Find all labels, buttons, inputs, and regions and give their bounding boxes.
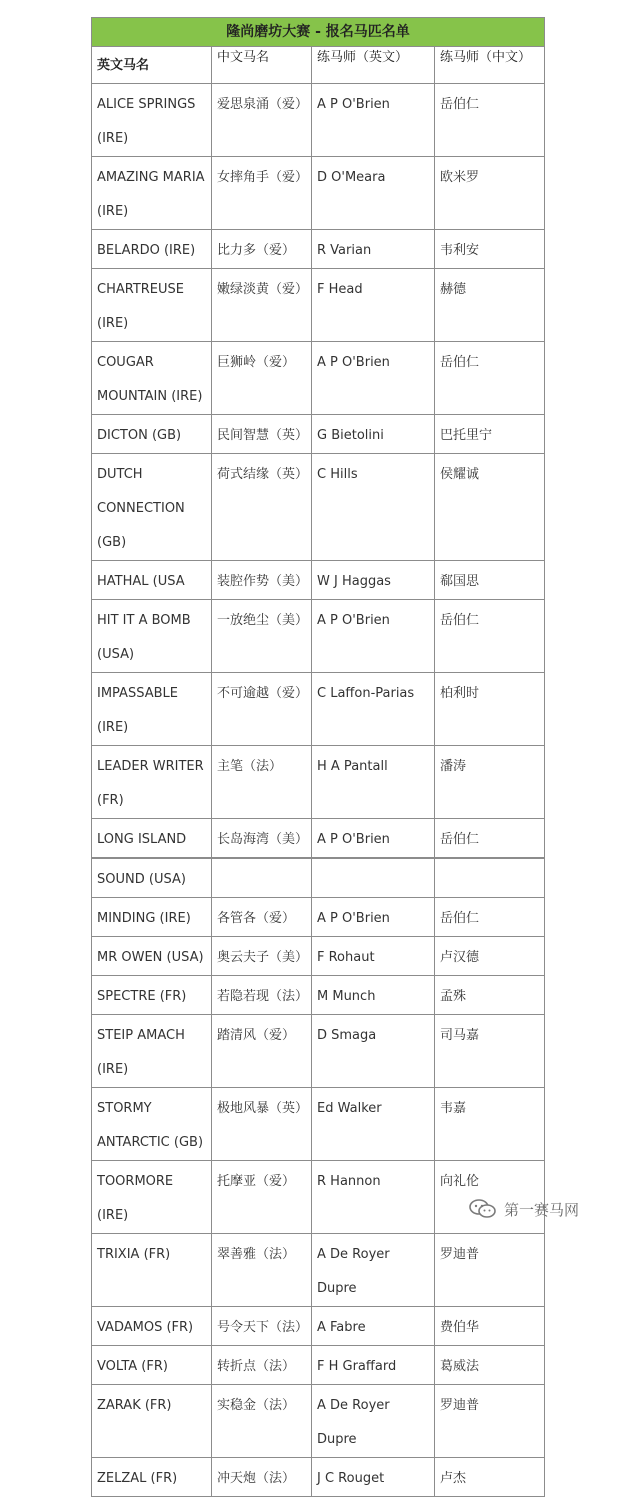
trainer-english-name: A Fabre bbox=[312, 1307, 435, 1346]
horse-english-name: ZELZAL (FR) bbox=[92, 1458, 212, 1497]
horse-english-name: VOLTA (FR) bbox=[92, 1346, 212, 1385]
trainer-chinese-name: 郗国思 bbox=[435, 561, 545, 600]
trainer-english-name: A P O'Brien bbox=[312, 84, 435, 157]
trainer-english-name: W J Haggas bbox=[312, 561, 435, 600]
horse-english-name: VADAMOS (FR) bbox=[92, 1307, 212, 1346]
table-row bbox=[92, 157, 545, 230]
trainer-chinese-name: 侯耀诚 bbox=[435, 454, 545, 561]
trainer-english-name: G Bietolini bbox=[312, 415, 435, 454]
table-row bbox=[92, 342, 545, 415]
trainer-english-name: H A Pantall bbox=[312, 746, 435, 819]
trainer-chinese-name: 葛威法 bbox=[435, 1346, 545, 1385]
horse-english-name: ZARAK (FR) bbox=[92, 1385, 212, 1458]
trainer-chinese-name: 司马嘉 bbox=[435, 1015, 545, 1088]
table-row bbox=[92, 819, 545, 858]
horse-chinese-name: 长岛海湾（美） bbox=[212, 819, 312, 858]
horse-english-name: COUGAR MOUNTAIN (IRE) bbox=[92, 342, 212, 415]
table-title-row bbox=[92, 18, 545, 47]
watermark bbox=[468, 1196, 628, 1222]
trainer-english-name: F H Graffard bbox=[312, 1346, 435, 1385]
horse-chinese-name: 荷式结缘（英） bbox=[212, 454, 312, 561]
header-chinese-name: 中文马名 bbox=[212, 47, 312, 84]
trainer-english-name: D Smaga bbox=[312, 1015, 435, 1088]
table-title: 隆尚磨坊大赛 - 报名马匹名单 bbox=[92, 18, 545, 47]
trainer-english-name: A P O'Brien bbox=[312, 342, 435, 415]
trainer-english-name: F Head bbox=[312, 269, 435, 342]
table-header-row bbox=[92, 47, 545, 84]
table-row bbox=[92, 1307, 545, 1346]
trainer-chinese-name: 向礼伦 bbox=[435, 1161, 545, 1234]
table-row bbox=[92, 84, 545, 157]
trainer-chinese-name: 巴托里宁 bbox=[435, 415, 545, 454]
trainer-english-name: A P O'Brien bbox=[312, 898, 435, 937]
table-row bbox=[92, 561, 545, 600]
trainer-chinese-name: 欧米罗 bbox=[435, 157, 545, 230]
trainer-english-name: R Varian bbox=[312, 230, 435, 269]
trainer-chinese-name: 潘涛 bbox=[435, 746, 545, 819]
table-row bbox=[92, 1015, 545, 1088]
wechat-icon bbox=[468, 1198, 498, 1220]
horse-chinese-name: 主笔（法） bbox=[212, 746, 312, 819]
table-row bbox=[92, 1458, 545, 1497]
horse-chinese-name: 实稳金（法） bbox=[212, 1385, 312, 1458]
trainer-chinese-name: 韦嘉 bbox=[435, 1088, 545, 1161]
horse-chinese-name: 女摔角手（爱） bbox=[212, 157, 312, 230]
horse-english-name: AMAZING MARIA (IRE) bbox=[92, 157, 212, 230]
horse-chinese-name: 转折点（法） bbox=[212, 1346, 312, 1385]
horse-english-name: DICTON (GB) bbox=[92, 415, 212, 454]
header-trainer-english: 练马师（英文） bbox=[312, 47, 435, 84]
trainer-chinese-name: 孟殊 bbox=[435, 976, 545, 1015]
horse-chinese-name: 托摩亚（爱） bbox=[212, 1161, 312, 1234]
table-row bbox=[92, 230, 545, 269]
horse-english-name: ALICE SPRINGS (IRE) bbox=[92, 84, 212, 157]
table-row bbox=[92, 1346, 545, 1385]
table-row bbox=[92, 1385, 545, 1458]
horse-chinese-name: 民间智慧（英） bbox=[212, 415, 312, 454]
trainer-chinese-name: 柏利时 bbox=[435, 673, 545, 746]
trainer-english-name: A De Royer Dupre bbox=[312, 1385, 435, 1458]
horse-chinese-name: 一放绝尘（美） bbox=[212, 600, 312, 673]
horse-chinese-name: 不可逾越（爱） bbox=[212, 673, 312, 746]
horse-chinese-name bbox=[212, 859, 312, 898]
table-row bbox=[92, 600, 545, 673]
trainer-chinese-name: 卢汉德 bbox=[435, 937, 545, 976]
horse-english-name: CHARTREUSE (IRE) bbox=[92, 269, 212, 342]
trainer-english-name: Ed Walker bbox=[312, 1088, 435, 1161]
trainer-english-name: D O'Meara bbox=[312, 157, 435, 230]
horse-english-name: LEADER WRITER (FR) bbox=[92, 746, 212, 819]
trainer-english-name: C Hills bbox=[312, 454, 435, 561]
trainer-chinese-name: 岳伯仁 bbox=[435, 898, 545, 937]
table-row bbox=[92, 269, 545, 342]
trainer-chinese-name: 岳伯仁 bbox=[435, 819, 545, 858]
trainer-english-name: J C Rouget bbox=[312, 1458, 435, 1497]
horse-chinese-name: 爱思泉涌（爱） bbox=[212, 84, 312, 157]
table-row bbox=[92, 454, 545, 561]
horse-english-name: STEIP AMACH (IRE) bbox=[92, 1015, 212, 1088]
table-row bbox=[92, 937, 545, 976]
horse-chinese-name: 巨狮岭（爱） bbox=[212, 342, 312, 415]
trainer-chinese-name: 赫德 bbox=[435, 269, 545, 342]
trainer-chinese-name: 岳伯仁 bbox=[435, 600, 545, 673]
table-row bbox=[92, 1234, 545, 1307]
trainer-english-name: A P O'Brien bbox=[312, 819, 435, 858]
table-row bbox=[92, 898, 545, 937]
table-row bbox=[92, 673, 545, 746]
trainer-chinese-name: 韦利安 bbox=[435, 230, 545, 269]
horse-chinese-name: 极地风暴（英） bbox=[212, 1088, 312, 1161]
trainer-chinese-name: 费伯华 bbox=[435, 1307, 545, 1346]
horse-chinese-name: 若隐若现（法） bbox=[212, 976, 312, 1015]
entries-table bbox=[91, 17, 545, 1497]
trainer-chinese-name: 岳伯仁 bbox=[435, 84, 545, 157]
horse-chinese-name: 冲天炮（法） bbox=[212, 1458, 312, 1497]
header-english-name: 英文马名 bbox=[92, 47, 212, 84]
horse-english-name: TOORMORE (IRE) bbox=[92, 1161, 212, 1234]
horse-english-name: HIT IT A BOMB (USA) bbox=[92, 600, 212, 673]
horse-english-name: BELARDO (IRE) bbox=[92, 230, 212, 269]
table-row bbox=[92, 415, 545, 454]
trainer-english-name: A De Royer Dupre bbox=[312, 1234, 435, 1307]
table-row bbox=[92, 1088, 545, 1161]
horse-english-name: SPECTRE (FR) bbox=[92, 976, 212, 1015]
trainer-english-name: F Rohaut bbox=[312, 937, 435, 976]
horse-chinese-name: 翠善雅（法） bbox=[212, 1234, 312, 1307]
horse-chinese-name: 踏清风（爱） bbox=[212, 1015, 312, 1088]
trainer-chinese-name: 罗迪普 bbox=[435, 1385, 545, 1458]
trainer-chinese-name bbox=[435, 859, 545, 898]
trainer-english-name: M Munch bbox=[312, 976, 435, 1015]
horse-chinese-name: 嫩绿淡黄（爱） bbox=[212, 269, 312, 342]
horse-english-name: MR OWEN (USA) bbox=[92, 937, 212, 976]
table-row bbox=[92, 976, 545, 1015]
horse-chinese-name: 装腔作势（美） bbox=[212, 561, 312, 600]
horse-english-name: MINDING (IRE) bbox=[92, 898, 212, 937]
trainer-chinese-name: 罗迪普 bbox=[435, 1234, 545, 1307]
trainer-english-name: A P O'Brien bbox=[312, 600, 435, 673]
table-row bbox=[92, 859, 545, 898]
horse-chinese-name: 比力多（爱） bbox=[212, 230, 312, 269]
horse-chinese-name: 各管各（爱） bbox=[212, 898, 312, 937]
horse-english-name: LONG ISLAND bbox=[92, 819, 212, 858]
trainer-english-name: R Hannon bbox=[312, 1161, 435, 1234]
trainer-english-name: C Laffon-Parias bbox=[312, 673, 435, 746]
table-row bbox=[92, 746, 545, 819]
horse-english-name: DUTCH CONNECTION (GB) bbox=[92, 454, 212, 561]
horse-english-name: IMPASSABLE (IRE) bbox=[92, 673, 212, 746]
trainer-chinese-name: 卢杰 bbox=[435, 1458, 545, 1497]
horse-chinese-name: 奥云夫子（美） bbox=[212, 937, 312, 976]
header-trainer-chinese: 练马师（中文） bbox=[435, 47, 545, 84]
horse-english-name: STORMY ANTARCTIC (GB) bbox=[92, 1088, 212, 1161]
trainer-english-name bbox=[312, 859, 435, 898]
trainer-chinese-name: 岳伯仁 bbox=[435, 342, 545, 415]
horse-english-name: TRIXIA (FR) bbox=[92, 1234, 212, 1307]
horse-chinese-name: 号令天下（法） bbox=[212, 1307, 312, 1346]
horse-english-name: SOUND (USA) bbox=[92, 859, 212, 898]
horse-english-name: HATHAL (USA bbox=[92, 561, 212, 600]
watermark-text: 第一赛马网 bbox=[504, 1200, 580, 1219]
